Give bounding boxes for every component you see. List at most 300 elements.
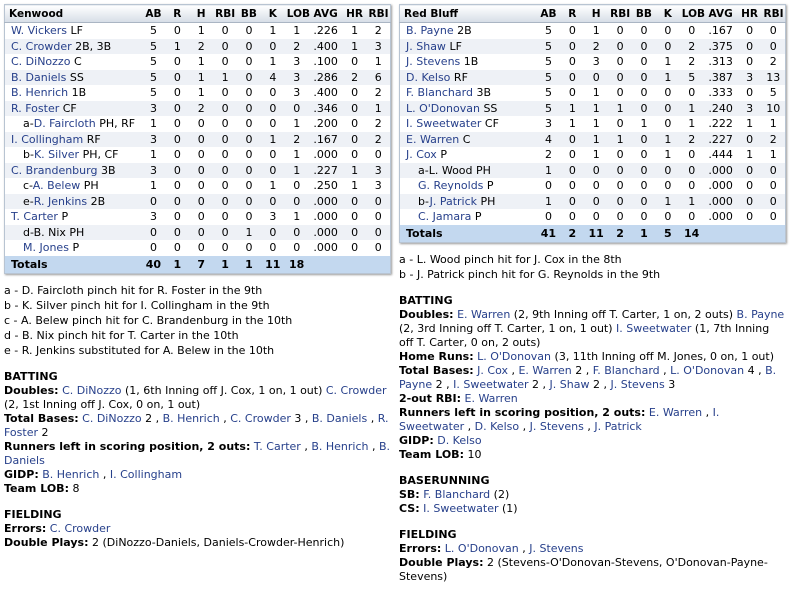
redbluff-sub-notes xyxy=(399,252,786,282)
player-row xyxy=(400,39,786,55)
team-name: Kenwood xyxy=(5,5,142,23)
player-row xyxy=(400,209,786,225)
stat-cell: .375 xyxy=(704,39,738,55)
stat-cell: 1 xyxy=(165,39,189,55)
player-link[interactable]: E. Warren xyxy=(518,363,572,377)
stat-label: Errors: xyxy=(399,541,442,555)
stat-cell: 0 xyxy=(746,210,754,224)
stat-cell: 10 xyxy=(762,101,786,117)
stat-label: Home Runs: xyxy=(399,349,474,363)
stat-cell: 5 xyxy=(680,70,704,86)
stat-cell: 0 xyxy=(221,86,229,100)
stat-label: Doubles: xyxy=(4,383,59,397)
player-row xyxy=(400,101,786,117)
player-link[interactable]: B. Henrich xyxy=(162,411,220,425)
stat-line xyxy=(399,488,786,502)
stat-cell: 1 xyxy=(656,194,680,210)
stat-cell: 0 xyxy=(374,148,382,162)
stat-cell: 0 xyxy=(173,210,181,224)
player-row xyxy=(400,54,786,70)
player-name[interactable]: R. Jenkins xyxy=(33,194,88,208)
player-position: P xyxy=(440,148,447,162)
player-cell xyxy=(400,132,537,148)
player-link[interactable]: C. Crowder xyxy=(325,383,387,397)
totals-cell xyxy=(309,256,343,274)
stat-cell: 1 xyxy=(592,148,600,162)
player-row xyxy=(5,225,391,241)
player-cell xyxy=(400,54,537,70)
stat-cell: .333 xyxy=(708,86,733,100)
player-name[interactable]: F. Blanchard xyxy=(406,86,473,100)
stat-cell: 0 xyxy=(165,70,189,86)
player-cell xyxy=(400,116,537,132)
player-link[interactable]: T. Carter xyxy=(253,439,301,453)
player-cell xyxy=(400,147,537,163)
stat-text: (2, 3rd Inning off T. Carter, 1 on, 1 out) xyxy=(399,321,617,335)
stat-cell: 0 xyxy=(568,55,576,69)
player-name[interactable]: G. Reynolds xyxy=(418,179,484,193)
player-link[interactable]: C. DiNozzo xyxy=(62,383,122,397)
stat-cell: 2 xyxy=(769,55,777,69)
player-link[interactable]: B. Henrich xyxy=(311,439,369,453)
player-link[interactable]: F. Blanchard xyxy=(423,487,491,501)
stat-text: 2 , xyxy=(528,377,550,391)
stat-cell: 0 xyxy=(688,24,696,38)
stat-cell: .400 xyxy=(313,86,338,100)
stat-cell: 3 xyxy=(544,117,552,131)
sub-prefix: b- xyxy=(23,148,34,162)
sub-prefix: a- xyxy=(23,117,34,131)
stat-cell: 0 xyxy=(616,86,624,100)
stat-header: AVG xyxy=(309,5,343,23)
player-name[interactable]: J. Shaw xyxy=(406,39,446,53)
player-row xyxy=(400,70,786,86)
kenwood-box-score xyxy=(4,4,391,274)
player-cell xyxy=(5,163,142,179)
stat-cell: .000 xyxy=(704,194,738,210)
stat-cell: 0 xyxy=(245,86,253,100)
player-row xyxy=(5,163,391,179)
stat-cell: 0 xyxy=(560,132,584,148)
redbluff-box-score xyxy=(399,4,786,243)
stat-cell: 5 xyxy=(537,70,561,86)
stat-cell: 1 xyxy=(343,163,367,179)
stat-cell: 0 xyxy=(374,241,382,255)
player-link[interactable]: B. Payne xyxy=(399,363,777,391)
stat-cell: 0 xyxy=(738,194,762,210)
stat-header: H xyxy=(584,5,608,23)
stat-cell: 0 xyxy=(688,86,696,100)
player-name[interactable]: K. Silver xyxy=(33,148,80,162)
stat-cell: 0 xyxy=(237,39,261,55)
kenwood-column xyxy=(4,4,391,550)
stat-cell: 0 xyxy=(261,39,285,55)
sub-prefix: d- xyxy=(23,225,34,239)
player-link[interactable]: J. Cox xyxy=(477,363,508,377)
stat-cell: 0 xyxy=(261,163,285,179)
player-link[interactable]: C. DiNozzo xyxy=(82,411,142,425)
stat-cell: 0 xyxy=(584,194,608,210)
player-cell xyxy=(5,225,142,241)
stat-cell: 0 xyxy=(640,210,648,224)
stat-cell: 0 xyxy=(189,194,213,210)
player-cell xyxy=(5,54,142,70)
stat-cell: 2 xyxy=(189,39,213,55)
player-position: PH xyxy=(83,179,99,193)
stat-cell: 1 xyxy=(592,117,600,131)
player-link[interactable]: J. Patrick xyxy=(594,419,642,433)
totals-cell: 1 xyxy=(213,256,237,274)
stat-cell: 0 xyxy=(197,117,205,131)
player-link[interactable]: I. Sweetwater xyxy=(423,501,499,515)
stat-text: (1, 7th Inning off T. Carter, 0 on, 2 outs) xyxy=(399,321,770,349)
stat-cell: 1 xyxy=(537,194,561,210)
stat-cell: 3 xyxy=(374,179,382,193)
stat-cell: 0 xyxy=(173,24,181,38)
stat-cell: .000 xyxy=(708,210,733,224)
stat-cell: 0 xyxy=(221,179,229,193)
stat-cell: 0 xyxy=(293,179,301,193)
stat-text: , xyxy=(659,363,671,377)
player-link[interactable]: D. Kelso xyxy=(474,419,520,433)
stat-cell: 0 xyxy=(221,148,229,162)
stat-cell: .100 xyxy=(313,55,338,69)
stat-cell: 1 xyxy=(584,101,608,117)
stat-cell: 0 xyxy=(237,101,261,117)
stat-text: , xyxy=(464,419,475,433)
totals-cell: 11 xyxy=(584,225,608,243)
stat-text: , xyxy=(518,541,530,555)
player-name[interactable]: C. Crowder xyxy=(11,39,72,53)
player-name[interactable]: B. Henrich xyxy=(11,86,69,100)
redbluff-header-row xyxy=(400,5,786,23)
player-link[interactable]: E. Warren xyxy=(457,307,511,321)
stat-cell: 0 xyxy=(584,163,608,179)
totals-cell: 7 xyxy=(189,256,213,274)
stat-line xyxy=(399,542,786,556)
stat-cell: 0 xyxy=(221,117,229,131)
player-name[interactable]: B. Daniels xyxy=(11,70,67,84)
stat-cell: 0 xyxy=(197,179,205,193)
sub-note: b - K. Silver pinch hit for I. Collingham in the 9th xyxy=(4,298,270,312)
stat-cell: 1 xyxy=(293,24,301,38)
player-link[interactable]: L. O'Donovan xyxy=(477,349,552,363)
stat-header: LOB xyxy=(285,5,309,23)
stat-cell: 0 xyxy=(351,241,359,255)
player-link[interactable]: B. Daniels xyxy=(4,439,391,467)
player-link[interactable]: R. Foster xyxy=(4,411,389,439)
player-row xyxy=(5,178,391,194)
stat-cell: 0 xyxy=(616,24,624,38)
stat-cell: 2 xyxy=(680,39,704,55)
stat-cell: 0 xyxy=(189,132,213,148)
stat-cell: 0 xyxy=(640,55,648,69)
sub-note: d - B. Nix pinch hit for T. Carter in the 10th xyxy=(4,328,239,342)
player-name[interactable]: J. Stevens xyxy=(406,55,461,69)
stat-cell: 0 xyxy=(245,241,253,255)
stat-text: , xyxy=(368,439,379,453)
player-name[interactable]: D. Faircloth xyxy=(33,117,96,131)
stat-cell: 0 xyxy=(285,194,309,210)
stat-cell: 1 xyxy=(608,101,632,117)
stat-cell: .227 xyxy=(704,132,738,148)
stat-cell: 0 xyxy=(762,163,786,179)
stat-cell: 1 xyxy=(680,194,704,210)
player-link[interactable]: I. Sweetwater xyxy=(399,405,720,433)
stat-cell: 0 xyxy=(213,39,237,55)
stat-cell: 0 xyxy=(173,86,181,100)
player-link[interactable]: I. Sweetwater xyxy=(616,321,692,335)
player-name[interactable]: T. Carter xyxy=(11,210,58,224)
stat-text: (2, 9th Inning off T. Carter, 1 on, 2 outs) xyxy=(510,307,737,321)
stat-cell: 1 xyxy=(656,70,680,86)
stat-cell: 5 xyxy=(149,24,157,38)
stat-cell: 0 xyxy=(197,241,205,255)
stat-text: (1, 6th Inning off J. Cox, 1 on, 1 out) xyxy=(121,383,326,397)
sub-note: e - R. Jenkins substituted for A. Belew in the 10th xyxy=(4,343,275,357)
stat-line xyxy=(4,468,391,482)
stat-label: Total Bases: xyxy=(399,363,474,377)
totals-cell xyxy=(704,225,738,243)
stat-cell: 0 xyxy=(632,39,656,55)
player-position: PH, CF xyxy=(82,148,119,162)
stat-cell: .000 xyxy=(309,225,343,241)
player-link[interactable]: I. Sweetwater xyxy=(453,377,529,391)
player-name[interactable]: C. Jamara xyxy=(418,210,472,224)
player-name[interactable]: I. Sweetwater xyxy=(406,117,482,131)
stat-text: , xyxy=(300,439,312,453)
stat-cell: 13 xyxy=(762,70,786,86)
player-row xyxy=(5,132,391,148)
totals-cell xyxy=(738,225,762,243)
stat-cell: .000 xyxy=(313,210,338,224)
player-name[interactable]: R. Foster xyxy=(11,101,60,115)
player-row xyxy=(5,147,391,163)
stat-cell: 0 xyxy=(142,194,166,210)
stat-cell: 0 xyxy=(367,225,391,241)
stat-line xyxy=(399,502,786,516)
player-link[interactable]: J. Stevens xyxy=(610,377,665,391)
stat-cell: 1 xyxy=(664,55,672,69)
player-row xyxy=(5,116,391,132)
player-link[interactable]: J. Stevens xyxy=(529,419,584,433)
totals-cell xyxy=(367,256,391,274)
player-link[interactable]: B. Henrich xyxy=(42,467,100,481)
sub-note: a - L. Wood pinch hit for J. Cox in the 8th xyxy=(399,252,622,266)
stat-cell: 0 xyxy=(632,70,656,86)
player-cell xyxy=(5,23,142,39)
stat-cell: 0 xyxy=(656,101,680,117)
stat-cell: 2 xyxy=(544,148,552,162)
stat-cell: 1 xyxy=(269,179,277,193)
player-position: C xyxy=(462,132,471,146)
player-row xyxy=(400,194,786,210)
stat-cell: 1 xyxy=(343,39,367,55)
stat-cell: 0 xyxy=(769,24,777,38)
stat-header: LOB xyxy=(680,5,704,23)
player-link[interactable]: F. Blanchard xyxy=(592,363,660,377)
stat-cell: 0 xyxy=(584,70,608,86)
stat-cell: 0 xyxy=(213,194,237,210)
player-link[interactable]: E. Warren xyxy=(464,391,518,405)
stat-cell: 3 xyxy=(592,55,600,69)
totals-label: Totals xyxy=(5,256,142,274)
player-cell xyxy=(400,194,537,210)
kenwood-header-row xyxy=(5,5,391,23)
player-row xyxy=(400,147,786,163)
player-name[interactable]: D. Kelso xyxy=(406,70,451,84)
stat-cell: 0 xyxy=(245,55,253,69)
stat-cell: .222 xyxy=(708,117,733,131)
stat-label: Runners left in scoring position, 2 outs: xyxy=(399,405,646,419)
stat-line xyxy=(399,308,786,350)
player-link[interactable]: J. Shaw xyxy=(549,377,590,391)
stat-cell: 5 xyxy=(537,101,561,117)
player-cell xyxy=(5,194,142,210)
stat-header: RBI xyxy=(608,5,632,23)
stat-cell: 0 xyxy=(632,132,656,148)
stat-cell: 1 xyxy=(537,163,561,179)
stat-cell: 1 xyxy=(608,132,632,148)
player-link[interactable]: B. Payne xyxy=(736,307,785,321)
player-link[interactable]: J. Stevens xyxy=(529,541,584,555)
player-link[interactable]: L. O'Donovan xyxy=(444,541,519,555)
stat-cell: 0 xyxy=(608,163,632,179)
stat-cell: 0 xyxy=(245,148,253,162)
stat-cell: 0 xyxy=(221,24,229,38)
stat-header: R xyxy=(560,5,584,23)
player-row xyxy=(5,54,391,70)
stat-text: , xyxy=(219,411,231,425)
stat-cell: 2 xyxy=(285,39,309,55)
totals-cell: 1 xyxy=(165,256,189,274)
stat-cell: 1 xyxy=(293,210,301,224)
stat-header: HR xyxy=(738,5,762,23)
player-cell xyxy=(400,101,537,117)
player-position: C xyxy=(73,55,82,69)
stat-text: , xyxy=(367,411,378,425)
player-link[interactable]: C. Crowder xyxy=(230,411,291,425)
player-position: SS xyxy=(483,101,498,115)
player-name[interactable]: C. Brandenburg xyxy=(11,163,98,177)
stat-text: 10 xyxy=(467,447,482,461)
stat-cell: .000 xyxy=(313,241,338,255)
player-cell xyxy=(5,240,142,256)
totals-row xyxy=(400,225,786,243)
player-name[interactable]: C. DiNozzo xyxy=(11,55,71,69)
stat-cell: 0 xyxy=(213,163,237,179)
sub-prefix: b- xyxy=(418,194,430,208)
player-name[interactable]: L. O'Donovan xyxy=(406,101,480,115)
stat-line xyxy=(399,392,786,406)
player-cell xyxy=(5,209,142,225)
stat-cell: 5 xyxy=(149,86,157,100)
stat-cell: 0 xyxy=(656,163,680,179)
stat-header: BB xyxy=(632,5,656,23)
totals-cell: 1 xyxy=(237,256,261,274)
player-position: 2B, 3B xyxy=(75,39,112,53)
player-name[interactable]: J. Patrick xyxy=(429,194,478,208)
totals-label: Totals xyxy=(400,225,537,243)
stat-cell: 2 xyxy=(680,132,704,148)
stat-cell: 0 xyxy=(285,225,309,241)
player-name: B. Nix xyxy=(33,225,66,239)
player-link[interactable]: I. Collingham xyxy=(109,467,183,481)
stat-cell: 2 xyxy=(584,39,608,55)
stat-cell: 0 xyxy=(165,225,189,241)
player-link[interactable]: E. Warren xyxy=(648,405,703,419)
kenwood-stat-sections xyxy=(4,369,391,550)
stat-cell: 3 xyxy=(367,163,391,179)
player-link[interactable]: B. Daniels xyxy=(311,411,368,425)
player-name[interactable]: B. Payne xyxy=(406,24,454,38)
stat-cell: 0 xyxy=(269,148,277,162)
stat-cell: 0 xyxy=(221,241,229,255)
player-name[interactable]: E. Warren xyxy=(406,132,460,146)
stat-cell: 0 xyxy=(568,86,576,100)
batting-title: BATTING xyxy=(4,369,58,383)
player-name[interactable]: J. Cox xyxy=(406,148,437,162)
stat-cell: 0 xyxy=(237,132,261,148)
sub-note: c - A. Belew pinch hit for C. Brandenburg in the 10th xyxy=(4,313,293,327)
player-name[interactable]: I. Collingham xyxy=(11,132,84,146)
player-cell xyxy=(400,178,537,194)
stat-cell: 3 xyxy=(738,70,762,86)
player-link[interactable]: D. Kelso xyxy=(437,433,482,447)
stat-line xyxy=(4,440,391,468)
stat-cell: 0 xyxy=(640,148,648,162)
stat-cell: 5 xyxy=(544,24,552,38)
stat-cell: .167 xyxy=(309,132,343,148)
totals-cell: 11 xyxy=(261,256,285,274)
baserunning-title: BASERUNNING xyxy=(399,473,490,487)
stat-cell: 0 xyxy=(664,86,672,100)
stat-header: AB xyxy=(537,5,561,23)
player-link[interactable]: L. O'Donovan xyxy=(670,363,745,377)
stat-cell: 0 xyxy=(608,39,632,55)
player-name[interactable]: A. Belew xyxy=(32,179,81,193)
player-name[interactable]: M. Jones xyxy=(23,241,69,255)
player-position: LF xyxy=(449,39,462,53)
totals-cell xyxy=(762,225,786,243)
player-row xyxy=(5,70,391,86)
batting-section xyxy=(399,308,786,462)
stat-text: (2) xyxy=(490,487,510,501)
stat-header: H xyxy=(189,5,213,23)
stat-cell: 0 xyxy=(762,39,786,55)
stat-cell: 0 xyxy=(269,241,277,255)
stat-cell: 0 xyxy=(374,210,382,224)
player-row xyxy=(5,240,391,256)
player-name[interactable]: W. Vickers xyxy=(11,24,67,38)
player-link[interactable]: C. Crowder xyxy=(49,521,111,535)
stat-cell: 0 xyxy=(746,86,754,100)
player-position: 3B xyxy=(100,163,116,177)
stat-cell: 5 xyxy=(537,39,561,55)
stat-cell: 1 xyxy=(769,117,777,131)
stat-cell: 0 xyxy=(664,210,672,224)
fielding-section xyxy=(4,522,391,550)
stat-cell: 0 xyxy=(680,163,704,179)
stat-cell: 0 xyxy=(237,194,261,210)
stat-cell: 0 xyxy=(616,210,624,224)
totals-cell: 14 xyxy=(680,225,704,243)
stat-cell: 0 xyxy=(213,101,237,117)
player-position: CF xyxy=(484,117,499,131)
totals-cell: 1 xyxy=(632,225,656,243)
batting-section xyxy=(4,384,391,496)
player-row xyxy=(400,85,786,101)
